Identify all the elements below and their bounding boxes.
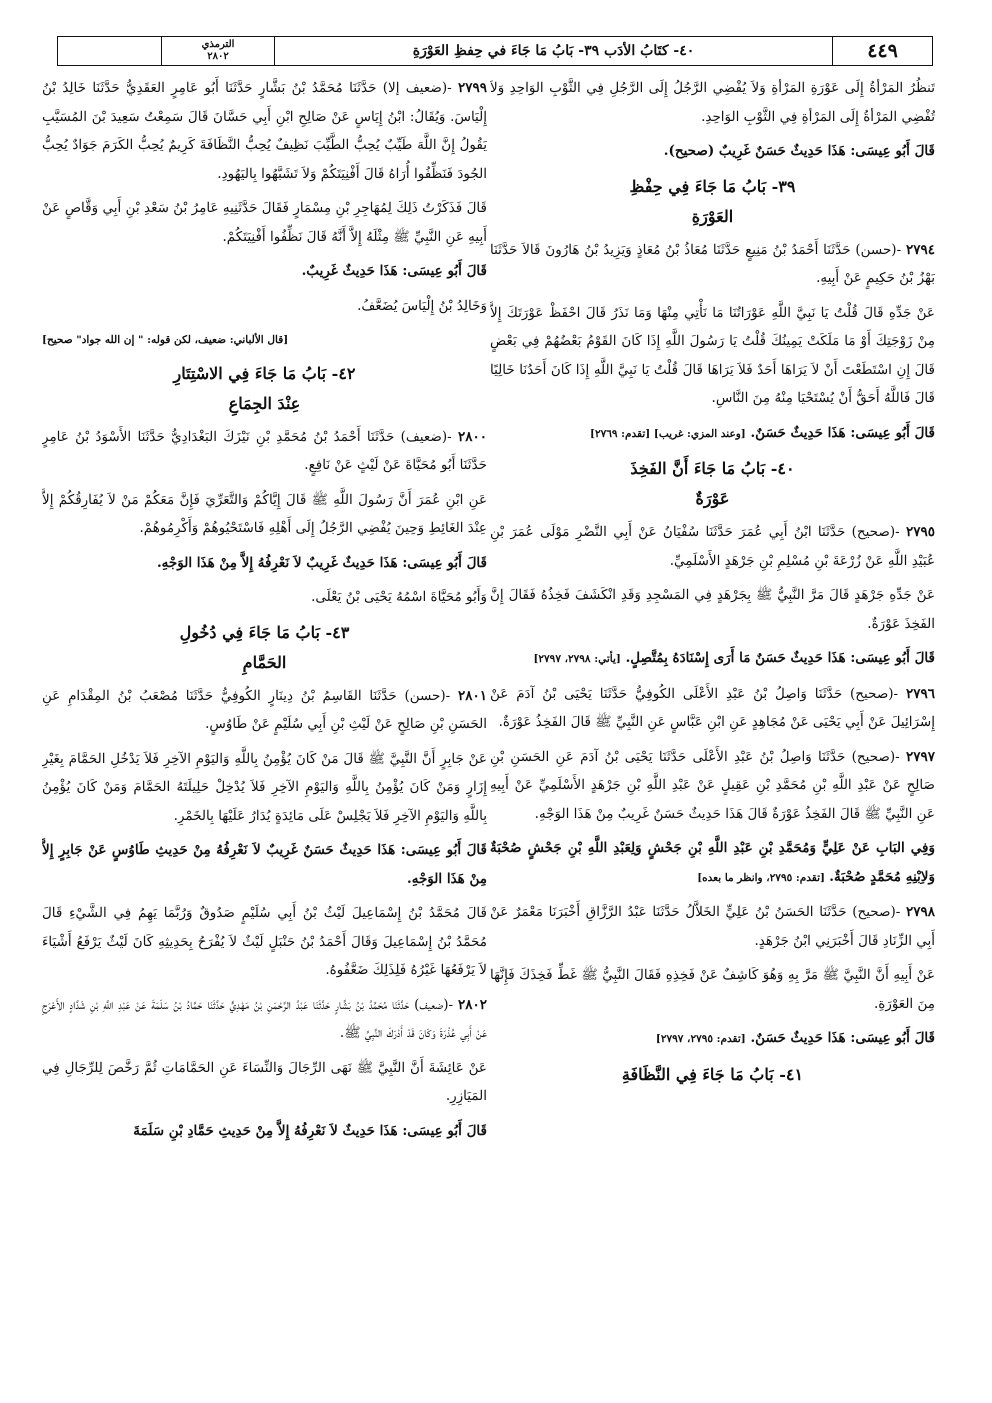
hadith-number: ٢٨٠٢: [458, 996, 487, 1013]
hadith-2796: ٢٧٩٦ -(صحيح) حَدَّثَنَا وَاصِلُ بْنُ عَبْدِ الأَعْلَى الكُوفِيُّ حَدَّثَنَا يَحْيَى بْنُ آدَمَ عَنْ إِسْرَائِيلَ عَنْ أَبِي يَحْيَى عَنْ مُجَاهِدٍ عَنِ ابْنِ عَبَّاسٍ عَنِ النَّبِيِّ ﷺ قَالَ الفَخِذُ عَوْرَةٌ.: [490, 685, 935, 730]
narrator-note: وَأَبُو مُحَيَّاةَ اسْمُهُ يَحْيَى بْنُ يَعْلَى.: [311, 589, 487, 605]
chapter-heading-line: ٣٩- بَابُ مَا جَاءَ فِي حِفْظِ: [629, 176, 796, 196]
page-header: [57, 36, 933, 66]
wafil-bab: وَفِي البَابِ عَنْ عَلِيٍّ وَمُحَمَّدِ بْنِ عَبْدِ اللَّهِ بْنِ جَحْشٍ وَلِعَبْدِ اللَّهِ بْنِ جَحْشٍ صُحْبَةٌ وَلاِبْنِهِ مُحَمَّدٍ صُحْبَةٌ. [تقدم: ٢٧٩٥، وانظر ما بعده]: [490, 840, 935, 885]
hadith-2801: ٢٨٠١ -(حسن) حَدَّثَنَا القَاسِمُ بْنُ دِينَارٍ الكُوفِيُّ حَدَّثَنَا مُصْعَبُ بْنُ المِقْدَامِ عَنِ الحَسَنِ بْنِ صَالِحٍ عَنْ لَيْثِ بْنِ أَبِي سُلَيْمٍ عَنْ طَاوُسٍ.: [42, 687, 487, 732]
abu-isa-comment: قَالَ أَبُو عِيسَى: هَذَا حَدِيثٌ غَرِيبٌ.: [301, 263, 487, 279]
paragraph: تَنظُرُ المَرْأةُ إِلَى عَوْرَةِ المَرْأةِ وَلاَ يُفْضِي الرَّجُلُ إِلَى الرَّجُلِ فِي الثَّوْبِ الوَاحِدِ وَلاَ تُفْضِي المَرْأةُ إِلَى المَرْأةِ فِي الثَّوْبِ الوَاحِدِ.: [490, 80, 935, 125]
hadith-text: قَالَ فَذَكَرْتُ ذَلِكَ لِمُهَاجِرِ بْنِ مِسْمَارٍ فَقَالَ حَدَّثَنِيهِ عَامِرُ بْنُ سَعْدِ بْنِ أَبِي وَقَّاصٍ عَنْ أَبِيهِ عَنِ النَّبِيِّ ﷺ مِثْلَهُ إِلاَّ أَنَّهُ قَالَ نَظِّفُوا أَفْنِيَتَكُمْ.: [42, 200, 487, 245]
chapter-heading-42: [42, 359, 487, 419]
hadith-isnad: (حسن) حَدَّثَنَا القَاسِمُ بْنُ دِينَارٍ الكُوفِيُّ حَدَّثَنَا مُصْعَبُ بْنُ المِقْدَامِ عَنِ الحَسَنِ بْنِ صَالِحٍ عَنْ لَيْثِ بْنِ أَبِي سُلَيْمٍ عَنْ طَاوُسٍ.: [42, 687, 487, 732]
chapter-heading-43: [42, 618, 487, 678]
chapter-heading-39: [490, 172, 935, 232]
hadith-text: عَنِ ابْنِ عُمَرَ أَنَّ رَسُولَ اللَّهِ ﷺ قَالَ إِيَّاكُمْ وَالتَّعَرِّيَ فَإِنَّ مَعَكُمْ مَنْ لاَ يُفَارِقُكُمْ إِلاَّ عِنْدَ الغَائِطِ وَحِينَ يُفْضِي الرَّجُلُ إِلَى أَهْلِهِ فَاسْتَحْيُوهُمْ وَأَكْرِمُوهُمْ.: [42, 491, 487, 536]
hadith-text: (صحيح) حَدَّثَنَا وَاصِلُ بْنُ عَبْدِ الأَعْلَى حَدَّثَنَا يَحْيَى بْنُ آدَمَ عَنِ الحَسَنِ بْنِ صَالِحٍ عَنْ عَبْدِ اللَّهِ بْنِ مُحَمَّدِ بْنِ عَقِيلٍ عَنْ عَبْدِ اللَّهِ بْنِ جَرْهَدٍ الأَسْلَمِيِّ عَنْ أَبِيهِ عَنِ النَّبِيِّ ﷺ قَالَ الفَخِذُ عَوْرَةٌ قَالَ هَذَا حَدِيثٌ حَسَنٌ غَرِيبٌ مِنْ هَذَا الوَجْهِ.: [490, 748, 935, 822]
right-column: [490, 74, 935, 1364]
hadith-2799: ٢٧٩٩ -(ضعيف إلا) حَدَّثَنَا مُحَمَّدُ بْنُ بَشَّارٍ حَدَّثَنَا أَبُو عَامِرٍ العَقَدِيُّ حَدَّثَنَا خَالِدُ بْنُ إِلْيَاسَ. وَيُقَالُ: ابْنُ إِيَاسٍ عَنْ صَالِحِ ابْنِ أَبِي حَسَّانَ قَالَ سَمِعْتُ سَعِيدَ بْنَ المُسَيَّبِ يَقُولُ إِنَّ اللَّهَ طَيِّبٌ يُحِبُّ الطَّيِّبَ نَظِيفٌ يُحِبُّ النَّظَافَةَ كَرِيمٌ يُحِبُّ الكَرَمَ جَوَادٌ يُحِبُّ الجُودَ فَنَظِّفُوا أُرَاهُ قَالَ أَفْنِيَتَكُمْ وَلاَ تَشَبَّهُوا بِاليَهُودِ.: [42, 80, 487, 182]
hadith-2795: ٢٧٩٥ -(صحيح) حَدَّثَنَا ابْنُ أَبِي عُمَرَ حَدَّثَنَا سُفْيَانُ عَنْ أَبِي النَّضْرِ مَوْلَى عُمَرَ بْنِ عُبَيْدِ اللَّهِ عَنْ زُرْعَةَ بْنِ مُسْلِمِ بْنِ جَرْهَدٍ الأَسْلَمِيِّ.: [490, 524, 935, 569]
hadith-range: ٢٨٠٢: [207, 51, 229, 62]
chapter-heading-line: ٤٠- بَابُ مَا جَاءَ أَنَّ الفَخِذَ: [630, 459, 795, 478]
hadith-isnad: (ضعيف) حَدَّثَنَا مُحَمَّدُ بْنُ بَشَّارٍ حَدَّثَنَا عَبْدُ الرَّحْمَنِ بْنُ مَهْدِيٍّ حَدَّثَنَا حَمَّادُ بْنُ سَلَمَةَ عَنْ عَبْدِ اللَّهِ بْنِ شَدَّادٍ الأَعْرَجِ عَنْ أَبِي عُذْرَةَ وَكَانَ قَدْ أَدْرَكَ النَّبِيَّ ﷺ.: [42, 996, 487, 1041]
hadith-text: عَنْ أَبِيهِ أَنَّ النَّبِيَّ ﷺ مَرَّ بِهِ وَهُوَ كَاشِفٌ عَنْ فَخِذِهِ فَقَالَ النَّبِيُّ ﷺ غَطِّ فَخِذَكَ فَإِنَّهَا مِنَ العَوْرَةِ.: [490, 967, 935, 1012]
hadith-number: ٢٧٩٥: [905, 524, 935, 540]
chapter-heading-line: عَوْرَةٌ: [695, 489, 730, 508]
hadith-text: عَنْ جَدِّهِ جَرْهَدٍ قَالَ مَرَّ النَّبِيُّ ﷺ بِجَرْهَدٍ فِي المَسْجِدِ وَقَدِ انْكَشَفَ فَخِذُهُ فَقَالَ إِنَّ الفَخِذَ عَوْرَةٌ.: [490, 587, 935, 632]
hadith-number: ٢٧٩٩: [457, 80, 487, 96]
hadith-isnad: (ضعيف) حَدَّثَنَا أَحْمَدُ بْنُ مُحَمَّدِ بْنِ نَيْزَكَ البَغْدَادِيُّ حَدَّثَنَا الأَسْوَدُ بْنُ عَامِرٍ حَدَّثَنَا أَبُو مُحَيَّاةَ عَنْ لَيْثٍ عَنْ نَافِعٍ.: [42, 428, 487, 473]
chapter-heading-40: [490, 454, 935, 514]
collection-reference: [162, 37, 274, 65]
abu-isa-comment: قَالَ أَبُو عِيسَى: هَذَا حَدِيثٌ حَسَنٌ. [وعند المزي: غريب] [تقدم: ٢٧٦٩]: [589, 424, 935, 441]
narrator-note: وَخَالِدُ بْنُ إِلْيَاسَ يُضَعَّفُ.: [357, 297, 487, 314]
hadith-isnad: (صحيح) حَدَّثَنَا الحَسَنُ بْنُ عَلِيٍّ الخَلاَّلُ حَدَّثَنَا عَبْدُ الرَّزَّاقِ أَخْبَرَنَا مَعْمَرٌ عَنْ أَبِي الزِّنَادِ قَالَ أَخْبَرَنِي ابْنُ جَرْهَدٍ.: [490, 904, 935, 949]
reference-note: [تقدم: ٢٧٩٥، ٢٧٩٧]: [655, 1033, 746, 1045]
hadith-2794: ٢٧٩٤ -(حسن) حَدَّثَنَا أَحْمَدُ بْنُ مَنِيعٍ حَدَّثَنَا مُعَاذُ بْنُ مُعَاذٍ وَيَزِيدُ بْنُ هَارُونَ قَالاَ حَدَّثَنَا بَهْزُ بْنُ حَكِيمٍ عَنْ أَبِيهِ.: [490, 241, 935, 286]
hadith-text: عَنْ جَدِّهِ قَالَ قُلْتُ يَا نَبِيَّ اللَّهِ عَوْرَاتُنَا مَا نَأْتِي مِنْهَا وَمَا نَذَرُ قَالَ احْفَظْ عَوْرَتَكَ إِلاَّ مِنْ زَوْجَتِكَ أَوْ مَا مَلَكَتْ يَمِينُكَ قُلْتُ يَا رَسُولَ اللَّهِ إِذَا كَانَ القَوْمُ بَعْضُهُمْ فِي بَعْضٍ قَالَ إِنِ اسْتَطَعْتَ أَنْ لاَ يَرَاهَا أَحَدٌ فَلاَ يَرَاهَا قَالَ قُلْتُ يَا نَبِيَّ اللَّهِ إِذَا كَانَ أَحَدُنَا خَالِيًا قَالَ فَاللَّهُ أَحَقُّ أَنْ يُسْتَحْيَا مِنْهُ مِنَ النَّاسِ.: [490, 304, 935, 406]
hadith-text: (ضعيف إلا) حَدَّثَنَا مُحَمَّدُ بْنُ بَشَّارٍ حَدَّثَنَا أَبُو عَامِرٍ العَقَدِيُّ حَدَّثَنَا خَالِدُ بْنُ إِلْيَاسَ. وَيُقَالُ: ابْنُ إِيَاسٍ عَنْ صَالِحِ ابْنِ أَبِي حَسَّانَ قَالَ سَمِعْتُ سَعِيدَ بْنَ المُسَيَّبِ يَقُولُ إِنَّ اللَّهَ طَيِّبٌ يُحِبُّ الطَّيِّبَ نَظِيفٌ يُحِبُّ النَّظَافَةَ كَرِيمٌ يُحِبُّ الكَرَمَ جَوَادٌ يُحِبُّ الجُودَ فَنَظِّفُوا أُرَاهُ قَالَ أَفْنِيَتَكُمْ وَلاَ تَشَبَّهُوا بِاليَهُودِ.: [42, 80, 487, 182]
hadith-2798: ٢٧٩٨ -(صحيح) حَدَّثَنَا الحَسَنُ بْنُ عَلِيٍّ الخَلاَّلُ حَدَّثَنَا عَبْدُ الرَّزَّاقِ أَخْبَرَنَا مَعْمَرٌ عَنْ أَبِي الزِّنَادِ قَالَ أَخْبَرَنِي ابْنُ جَرْهَدٍ.: [490, 904, 935, 949]
hadith-isnad: (حسن) حَدَّثَنَا أَحْمَدُ بْنُ مَنِيعٍ حَدَّثَنَا مُعَاذُ بْنُ مُعَاذٍ وَيَزِيدُ بْنُ هَارُونَ قَالاَ حَدَّثَنَا بَهْزُ بْنُ حَكِيمٍ عَنْ أَبِيهِ.: [490, 241, 935, 286]
chapter-heading-line: عِنْدَ الجِمَاعِ: [228, 393, 301, 413]
hadith-number: ٢٧٩٧: [905, 748, 935, 765]
chapter-heading-line: الحَمَّامِ: [242, 652, 287, 672]
chapter-heading-line: ٤٢- بَابُ مَا جَاءَ فِي الاسْتِتَارِ: [173, 363, 356, 383]
abu-isa-comment: قَالَ أَبُو عِيسَى: هَذَا حَدِيثٌ غَرِيبٌ لاَ نَعْرِفُهُ إِلاَّ مِنْ هَذَا الوَجْهِ.: [156, 554, 487, 571]
hadith-number: ٢٨٠٠: [457, 428, 487, 445]
hadith-text: عَنْ جَابِرٍ أَنَّ النَّبِيَّ ﷺ قَالَ مَنْ كَانَ يُؤْمِنُ بِاللَّهِ وَاليَوْمِ الآخِرِ فَلاَ يَدْخُلِ الحَمَّامَ بِغَيْرِ إِزَارٍ وَمَنْ كَانَ يُؤْمِنُ بِاللَّهِ وَاليَوْمِ الآخِرِ فَلاَ يُدْخِلْ حَلِيلَتَهُ الحَمَّامَ وَمَنْ كَانَ يُؤْمِنُ بِاللَّهِ وَاليَوْمِ الآخِرِ فَلاَ يَجْلِسْ عَلَى مَائِدَةٍ يُدَارُ عَلَيْهَا بِالخَمْرِ.: [42, 750, 487, 824]
abu-isa-comment: قَالَ أَبُو عِيسَى: هَذَا حَدِيثٌ حَسَنٌ. [تقدم: ٢٧٩٥، ٢٧٩٧]: [655, 1030, 935, 1046]
collection-name: الترمذي: [201, 39, 235, 50]
hadith-isnad: (صحيح) حَدَّثَنَا ابْنُ أَبِي عُمَرَ حَدَّثَنَا سُفْيَانُ عَنْ أَبِي النَّضْرِ مَوْلَى عُمَرَ بْنِ عُبَيْدِ اللَّهِ عَنْ زُرْعَةَ بْنِ مُسْلِمِ بْنِ جَرْهَدٍ الأَسْلَمِيِّ.: [490, 524, 935, 569]
hadith-number: ٢٨٠١: [457, 687, 487, 704]
chapter-heading-line: ٤٣- بَابُ مَا جَاءَ فِي دُخُولِ: [179, 622, 350, 642]
hadith-number: ٢٧٩٤: [905, 241, 935, 258]
hadith-number: ٢٧٩٨: [905, 904, 935, 920]
reference-note: [وعند المزي: غريب] [تقدم: ٢٧٦٩]: [589, 427, 746, 440]
reference-note: [تقدم: ٢٧٩٥، وانظر ما بعده]: [697, 871, 825, 884]
abu-isa-comment: قَالَ أَبُو عِيسَى: هَذَا حَدِيثٌ لاَ نَعْرِفُهُ إِلاَّ مِنْ حَدِيثِ حَمَّادِ بْنِ سَلَمَةَ: [133, 1122, 487, 1139]
reference-note: [يأتي: ٢٧٩٨، ٢٧٩٧]: [533, 653, 621, 665]
hadith-number: ٢٧٩٦: [905, 685, 935, 702]
hadith-text: عَنْ عَائِشَةَ أَنَّ النَّبِيَّ ﷺ نَهَى الرِّجَالَ وَالنِّسَاءَ عَنِ الحَمَّامَاتِ ثُمَّ رَخَّصَ لِلرِّجَالِ فِي المَيَازِرِ.: [42, 1059, 487, 1104]
abu-isa-comment: قَالَ أَبُو عِيسَى: هَذَا حَدِيثٌ حَسَنٌ غَرِيبٌ (صحيح).: [663, 143, 935, 159]
header-blank-cell: [58, 37, 162, 65]
narrator-note: قَالَ مُحَمَّدُ بْنُ إِسْمَاعِيلَ لَيْثُ بْنُ أَبِي سُلَيْمٍ صَدُوقٌ وَرُبَّمَا يَهِمُ فِي الشَّيْءِ قَالَ مُحَمَّدُ بْنُ إِسْمَاعِيلَ وَقَالَ أَحْمَدُ بْنُ حَنْبَلٍ لَيْثٌ لاَ يُفْرَحُ بِحَدِيثِهِ كَانَ لَيْثٌ يَرْفَعُ أَشْيَاءَ لاَ يَرْفَعُهَا غَيْرُهُ فَلِذَلِكَ ضَعَّفُوهُ.: [42, 905, 487, 978]
abu-isa-comment: قَالَ أَبُو عِيسَى: هَذَا حَدِيثٌ حَسَنٌ غَرِيبٌ لاَ نَعْرِفُهُ مِنْ حَدِيثِ طَاوُسٍ عَنْ جَابِرٍ إِلاَّ مِنْ هَذَا الوَجْهِ.: [42, 842, 487, 887]
hadith-text: (صحيح) حَدَّثَنَا وَاصِلُ بْنُ عَبْدِ الأَعْلَى الكُوفِيُّ حَدَّثَنَا يَحْيَى بْنُ آدَمَ عَنْ إِسْرَائِيلَ عَنْ أَبِي يَحْيَى عَنْ مُجَاهِدٍ عَنِ ابْنِ عَبَّاسٍ عَنِ النَّبِيِّ ﷺ قَالَ الفَخِذُ عَوْرَةٌ.: [490, 685, 935, 730]
running-title: ٤٠- كتَابُ الأدَب ٣٩- بَابُ مَا جَاءَ في حِفظِ العَوْرَةِ: [274, 37, 832, 65]
chapter-heading-41: ٤١- بَابُ مَا جَاءَ فِي النَّظَافَةِ: [621, 1064, 804, 1084]
hadith-2797: ٢٧٩٧ -(صحيح) حَدَّثَنَا وَاصِلُ بْنُ عَبْدِ الأَعْلَى حَدَّثَنَا يَحْيَى بْنُ آدَمَ عَنِ الحَسَنِ بْنِ صَالِحٍ عَنْ عَبْدِ اللَّهِ بْنِ مُحَمَّدِ بْنِ عَقِيلٍ عَنْ عَبْدِ اللَّهِ بْنِ جَرْهَدٍ الأَسْلَمِيِّ عَنْ أَبِيهِ عَنِ النَّبِيِّ ﷺ قَالَ الفَخِذُ عَوْرَةٌ قَالَ هَذَا حَدِيثٌ حَسَنٌ غَرِيبٌ مِنْ هَذَا الوَجْهِ.: [490, 748, 935, 822]
page-number: ٤٤٩: [832, 37, 932, 65]
chapter-heading-line: العَوْرَةِ: [691, 206, 734, 226]
hadith-2800: ٢٨٠٠ -(ضعيف) حَدَّثَنَا أَحْمَدُ بْنُ مُحَمَّدِ بْنِ نَيْزَكَ البَغْدَادِيُّ حَدَّثَنَا الأَسْوَدُ بْنُ عَامِرٍ حَدَّثَنَا أَبُو مُحَيَّاةَ عَنْ لَيْثٍ عَنْ نَافِعٍ.: [42, 428, 487, 473]
abu-isa-comment: قَالَ أَبُو عِيسَى: هَذَا حَدِيثٌ حَسَنٌ مَا أَرَى إِسْنَادَهُ بِمُتَّصِلٍ. [يأتي: ٢٧٩٨، ٢٧٩٧]: [533, 650, 935, 666]
albani-note: [قال الألباني: ضعيف، لكن قوله: " إن الله جواد" صحيح]: [42, 334, 289, 346]
left-column: [42, 74, 487, 1364]
hadith-2802: ٢٨٠٢ -(ضعيف) حَدَّثَنَا مُحَمَّدُ بْنُ بَشَّارٍ حَدَّثَنَا عَبْدُ الرَّحْمَنِ بْنُ مَهْدِيٍّ حَدَّثَنَا حَمَّادُ بْنُ سَلَمَةَ عَنْ عَبْدِ اللَّهِ بْنِ شَدَّادٍ الأَعْرَجِ عَنْ أَبِي عُذْرَةَ وَكَانَ قَدْ أَدْرَكَ النَّبِيَّ ﷺ.: [42, 996, 487, 1041]
